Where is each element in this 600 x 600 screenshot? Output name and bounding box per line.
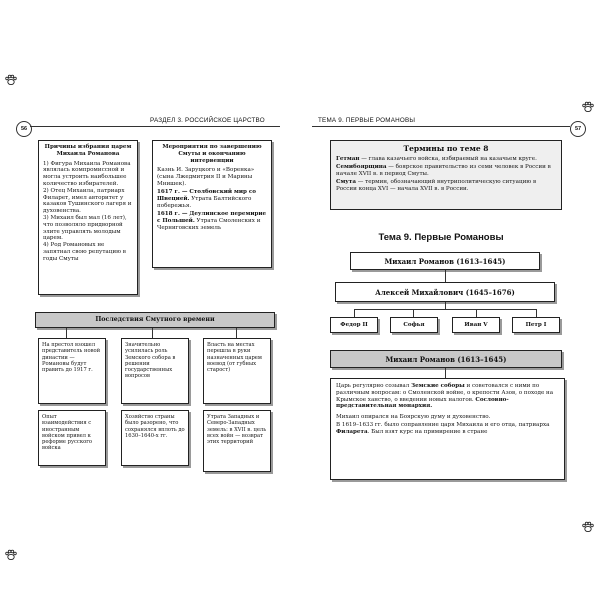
mikhail-paragraph [336, 422, 559, 436]
measures-box [152, 140, 272, 268]
tree-leaf: Иван V [452, 317, 500, 333]
mikhail-text: . Был взят курс на примирение в стране [367, 429, 488, 436]
mikhail-paragraph: Михаил опирался на Боярскую думу и духовенство. [336, 414, 491, 421]
tree-leaf: Петр I [512, 317, 560, 333]
terms-title: Термины по теме 8 [403, 144, 489, 153]
paw-icon [581, 100, 595, 114]
consequence-card: На престол взошел представитель новой династии — Романовы будут править до 1917 г. [38, 338, 106, 404]
tree-connector [536, 309, 537, 317]
running-header-left: РАЗДЕЛ 3. РОССИЙСКОЕ ЦАРСТВО [150, 117, 265, 124]
tree-root: Михаил Романов (1613–1645) [350, 252, 540, 270]
header-rule-right [312, 126, 570, 127]
tree-child: Алексей Михайлович (1645–1676) [335, 282, 555, 302]
terms-box [330, 140, 562, 210]
topic-title: Тема 9. Первые Романовы [378, 232, 504, 243]
measures-text: Утрата Балтийского побережья. [157, 196, 252, 209]
tree-leaf: Софья [390, 317, 438, 333]
tree-connector [413, 309, 414, 317]
measures-text: Казнь И. Заруцкого и «Воренка» (сына Лжедмитрия II и Марины Мнишек). [157, 167, 255, 187]
term-name: Семибоярщина [336, 164, 387, 171]
tree-connector [445, 302, 446, 309]
tree-connector [354, 309, 536, 310]
mikhail-title: Михаил Романов (1613–1645) [330, 350, 562, 368]
tree-connector [476, 309, 477, 317]
term-entry [336, 156, 556, 163]
term-name: Гетман [336, 156, 360, 162]
measures-date: 1617 г. — Столбовский мир со Швецией. [157, 189, 257, 203]
consequence-card: Опыт взаимодействия с иностранным войском привел к реформе русского войска [38, 410, 106, 466]
measures-text [157, 189, 267, 209]
term-definition: — термин, обозначающий внутриполитическую ситуацию в России конца XVI — начала XVII в. в России. [336, 179, 537, 193]
paw-icon [4, 548, 18, 562]
header-rule-left [30, 126, 280, 127]
tree-connector [354, 309, 355, 317]
measures-text [157, 211, 267, 231]
reasons-item: 3) Михаил был мал (16 лет), что позволяло придворной элите управлять молодым царем. [43, 214, 127, 242]
measures-date: 1618 г. — Деулинское перемирие с Польшей. [157, 211, 267, 224]
measures-text: Утрата Смоленских и Черниговских земель [157, 217, 261, 231]
connector [152, 328, 153, 338]
paw-icon [581, 520, 595, 534]
consequence-card: Власть на местах перешла в руки назначенных царем воевод (от губных старост) [203, 338, 271, 404]
connector [445, 368, 446, 378]
connector [236, 328, 237, 338]
page-number-left: 56 [16, 121, 32, 137]
page-number-right: 57 [570, 121, 586, 137]
reasons-item: 2) Отец Михаила, патриарх Филарет, имел авторитет у казаков Тушинского лагеря и духовенства. [43, 187, 132, 215]
mikhail-text: и советовался с ними по различным вопросам: о Смоленской войне, о крепости Азов, о походе на Крымское ханство, о введении новых налогов. [336, 383, 554, 403]
mikhail-bold: Филарета [336, 429, 368, 436]
mikhail-text: В 1619–1633 гг. было соправление царя Михаила и его отца, патриарха [336, 422, 550, 429]
measures-title: Мероприятия по завершению Смуты и окончанию интервенции [162, 144, 262, 164]
term-entry [336, 164, 556, 178]
connector [66, 328, 67, 338]
term-definition: — боярское правительство из семи человек в России в начале XVII в. в период Смуты. [336, 164, 551, 178]
mikhail-box [330, 378, 565, 480]
running-header-right: ТЕМА 9. ПЕРВЫЕ РОМАНОВЫ [318, 117, 416, 124]
tree-leaf: Федор II [330, 317, 378, 333]
mikhail-bold: Земские соборы [411, 383, 465, 389]
term-name: Смута [336, 179, 356, 186]
mikhail-bold: Сословно-представительная монархия. [336, 396, 509, 410]
term-definition: — глава казачьего войска, избираемый на казачьем круге. [359, 156, 537, 162]
consequences-title: Последствия Смутного времени [35, 312, 275, 328]
reasons-box [38, 140, 138, 295]
reasons-title: Причины избрания царем Михаила Романова [44, 144, 132, 157]
consequence-card: Значительно усилилась роль Земского собора в решении государственных вопросов [121, 338, 189, 404]
reasons-item: 1) Фигура Михаила Романова являлась компромиссной и могла устроить наибольшее количество избирателей. [43, 160, 131, 187]
tree-connector [445, 270, 446, 282]
reasons-item: 4) Род Романовых не запятнал свою репутацию в годы Смуты [43, 242, 126, 262]
mikhail-text: Царь регулярно созывал [336, 383, 412, 389]
consequence-card: Хозяйство страны было разорено, что сохранялся вплоть до 1630–1640-х гг. [121, 410, 189, 466]
paw-icon [4, 73, 18, 87]
mikhail-paragraph [336, 383, 559, 410]
consequence-card: Утрата Западных и Северо-Западных земель: в XVII в. цель всех войн — возврат этих территорий [203, 410, 271, 472]
term-entry [336, 179, 556, 193]
